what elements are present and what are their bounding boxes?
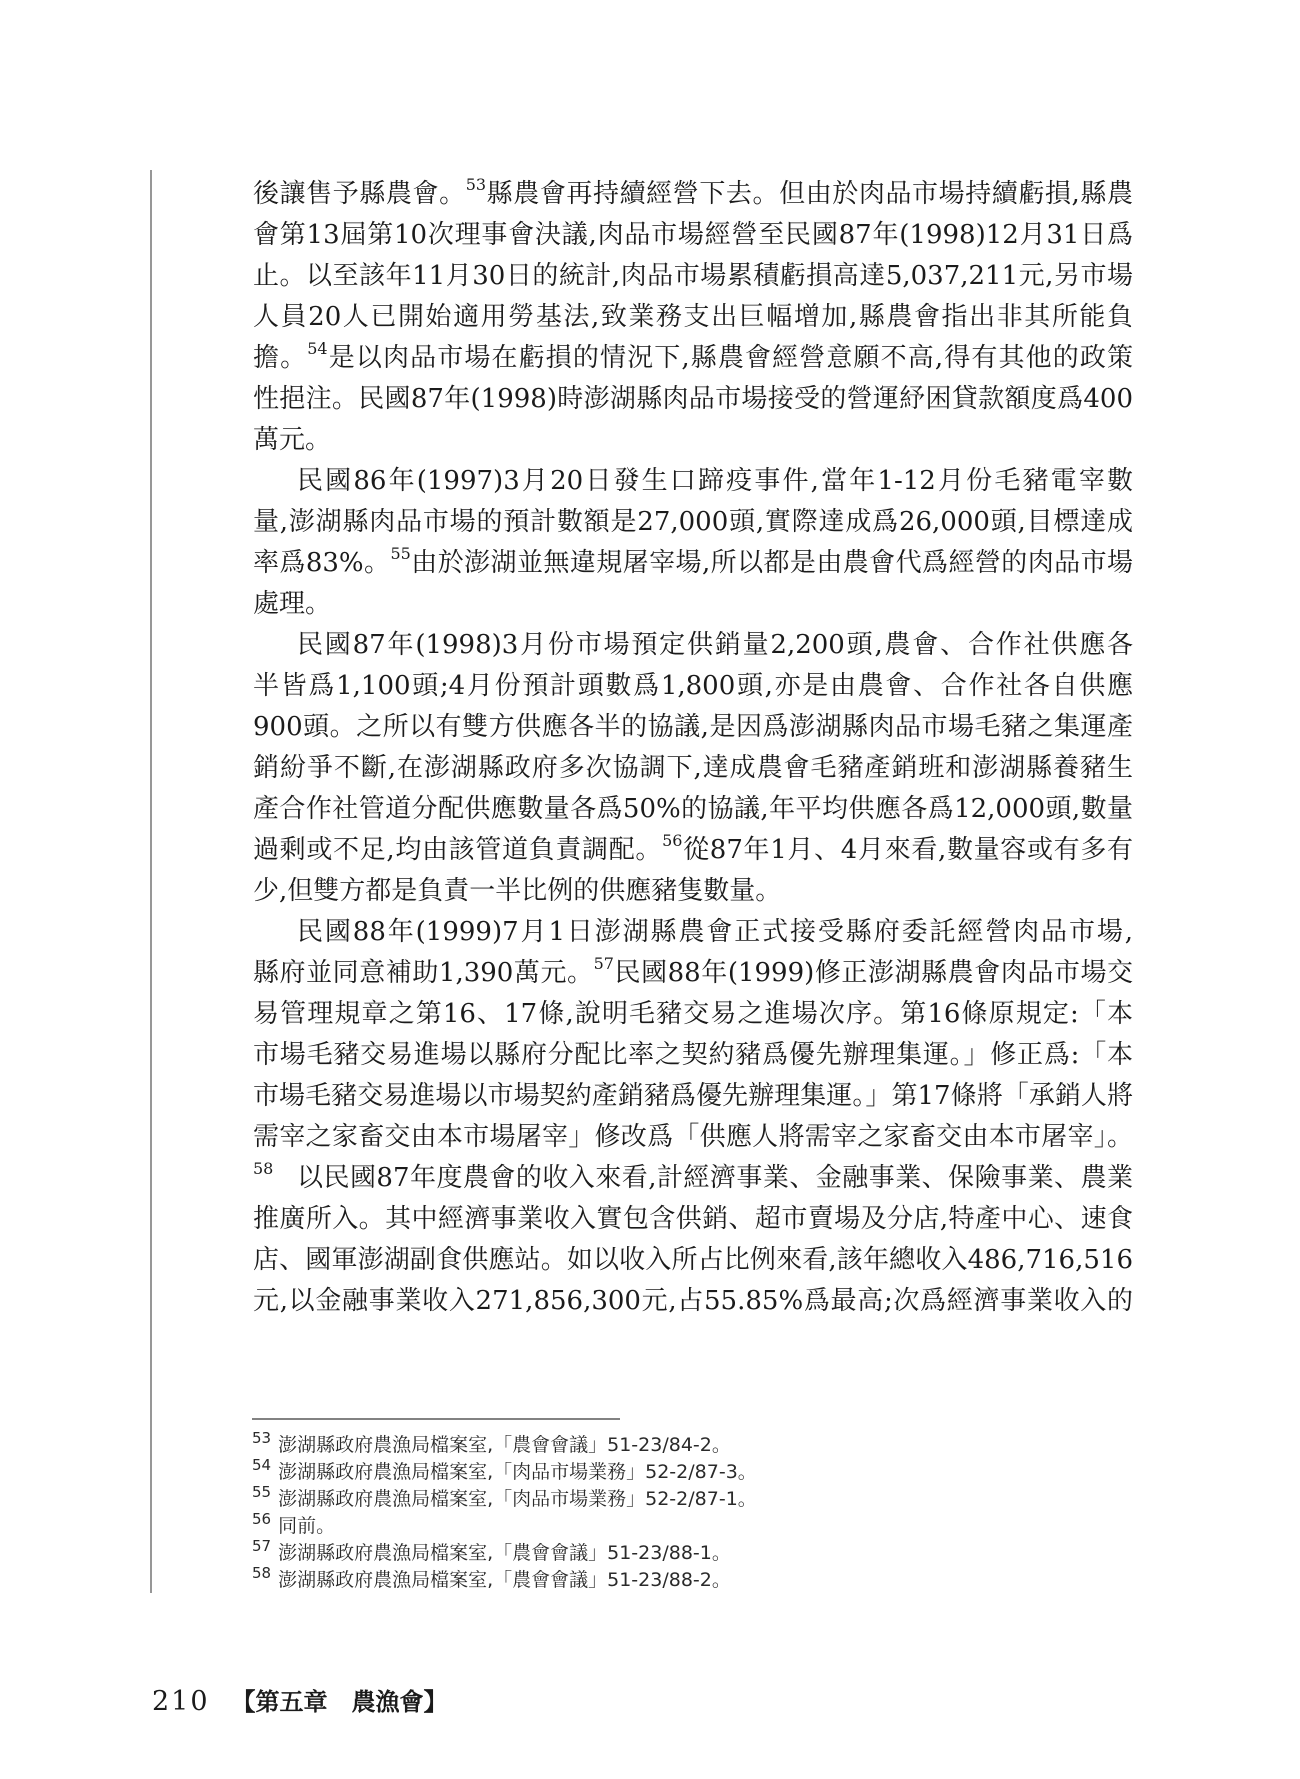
body-line: 過剩或不足,均由該管道負責調配。$^{56}$從87年1月、4月來看,數量容或有多有 — [253, 831, 1133, 865]
body-line: 需宰之家畜交由本市場屠宰」修改爲「供應人將需宰之家畜交由本市屠宰」。$^{58}$ — [253, 1122, 1133, 1179]
footnote-number: 58 — [252, 1563, 272, 1582]
body-line: 率爲83%。$^{55}$由於澎湖並無違規屠宰場,所以都是由農會代爲經營的肉品市場 — [253, 544, 1134, 578]
body-line: 店、國軍澎湖副食供應站。如以收入所占比例來看,該年總收入486,716,516 — [253, 1245, 1133, 1275]
body-line: 市場毛豬交易進場以市場契約產銷豬爲優先辦理集運。」第17條將「承銷人將 — [253, 1081, 1133, 1111]
body-line: 產合作社管道分配供應數量各爲50%的協議,年平均供應各爲12,000頭,數量 — [253, 794, 1133, 824]
body-line: 900頭。之所以有雙方供應各半的協議,是因爲澎湖縣肉品市場毛豬之集運產 — [253, 712, 1133, 742]
footnote-item — [252, 1536, 1082, 1567]
footnote-ref: 58 — [253, 1159, 274, 1179]
body-line: 少,但雙方都是負責一半比例的供應豬隻數量。 — [253, 876, 782, 906]
footnote-text: 同前。 — [278, 1515, 336, 1537]
body-line: 民國86年(1997)3月20日發生口蹄疫事件,當年1-12月份毛豬電宰數 — [297, 466, 1133, 496]
body-line: 民國88年(1999)7月1日澎湖縣農會正式接受縣府委託經營肉品市場, — [297, 917, 1133, 947]
body-line: 易管理規章之第16、17條,說明毛豬交易之進場次序。第16條原規定:「本 — [253, 999, 1133, 1029]
body-line: 縣府並同意補助1,390萬元。$^{57}$民國88年(1999)修正澎湖縣農會肉品市場交 — [253, 954, 1133, 988]
body-text — [253, 174, 1133, 1322]
footnote-text: 澎湖縣政府農漁局檔案室,「農會會議」51-23/84-2。 — [278, 1434, 731, 1456]
footnote-list — [252, 1428, 1082, 1594]
chapter-title: 【第五章 農漁會】 — [231, 1687, 448, 1716]
body-line: 後讓售予縣農會。$^{53}$縣農會再持續經營下去。但由於肉品市場持續虧損,縣農 — [253, 175, 1133, 209]
paragraph — [253, 625, 1133, 912]
body-line: 推廣所入。其中經濟事業收入實包含供銷、超市賣場及分店,特產中心、速食 — [253, 1204, 1133, 1234]
footnote-number: 54 — [252, 1455, 272, 1474]
body-line: 元,以金融事業收入271,856,300元,占55.85%爲最高;次爲經濟事業收入的 — [253, 1286, 1133, 1316]
page-number: 210 — [152, 1686, 210, 1717]
page-footer — [152, 1682, 448, 1717]
body-line: 銷紛爭不斷,在澎湖縣政府多次協調下,達成農會毛豬產銷班和澎湖縣養豬生 — [253, 753, 1133, 783]
footnote-item — [252, 1509, 1082, 1540]
footnote-ref: 56 — [662, 831, 683, 851]
paragraph — [253, 1158, 1133, 1322]
footnote-number: 55 — [252, 1482, 272, 1501]
body-line: 擔。$^{54}$是以肉品市場在虧損的情況下,縣農會經營意願不高,得有其他的政策 — [253, 339, 1133, 373]
footnote-item — [252, 1455, 1082, 1486]
footnote-item — [252, 1428, 1082, 1459]
body-line: 以民國87年度農會的收入來看,計經濟事業、金融事業、保險事業、農業 — [297, 1163, 1133, 1193]
paragraph — [253, 174, 1133, 461]
footnote-number: 53 — [252, 1428, 272, 1447]
body-line: 半皆爲1,100頭;4月份預計頭數爲1,800頭,亦是由農會、合作社各自供應 — [253, 671, 1133, 701]
footnote-item — [252, 1563, 1082, 1594]
body-line: 民國87年(1998)3月份市場預定供銷量2,200頭,農會、合作社供應各 — [297, 630, 1133, 660]
footnote-section — [252, 1418, 1082, 1594]
footnote-ref: 53 — [465, 175, 487, 195]
footnote-text: 澎湖縣政府農漁局檔案室,「農會會議」51-23/88-1。 — [278, 1542, 731, 1564]
footnote-text: 澎湖縣政府農漁局檔案室,「肉品市場業務」52-2/87-1。 — [278, 1488, 757, 1510]
body-line: 萬元。 — [253, 425, 332, 455]
footnote-ref: 57 — [593, 954, 614, 974]
body-line: 量,澎湖縣肉品市場的預計數額是27,000頭,實際達成爲26,000頭,目標達成 — [253, 507, 1133, 537]
body-line: 市場毛豬交易進場以縣府分配比率之契約豬爲優先辦理集運。」修正爲:「本 — [253, 1040, 1133, 1070]
footnote-number: 57 — [252, 1536, 272, 1555]
footnote-ref: 54 — [307, 339, 328, 359]
footnote-ref: 55 — [390, 544, 411, 564]
footnote-item — [252, 1482, 1082, 1513]
footnote-separator — [252, 1418, 620, 1420]
footnote-number: 56 — [252, 1509, 272, 1528]
footnote-text: 澎湖縣政府農漁局檔案室,「肉品市場業務」52-2/87-3。 — [278, 1461, 757, 1483]
body-line: 處理。 — [253, 589, 332, 619]
paragraph — [253, 461, 1133, 625]
body-line: 止。以至該年11月30日的統計,肉品市場累積虧損高達5,037,211元,另市場 — [253, 261, 1133, 291]
body-line: 性挹注。民國87年(1998)時澎湖縣肉品市場接受的營運紓困貸款額度爲400 — [253, 384, 1133, 414]
left-margin-rule — [150, 170, 152, 1593]
body-line: 會第13屆第10次理事會決議,肉品市場經營至民國87年(1998)12月31日爲 — [253, 220, 1133, 250]
footnote-text: 澎湖縣政府農漁局檔案室,「農會會議」51-23/88-2。 — [278, 1569, 731, 1591]
body-line: 人員20人已開始適用勞基法,致業務支出巨幅增加,縣農會指出非其所能負 — [253, 302, 1133, 332]
